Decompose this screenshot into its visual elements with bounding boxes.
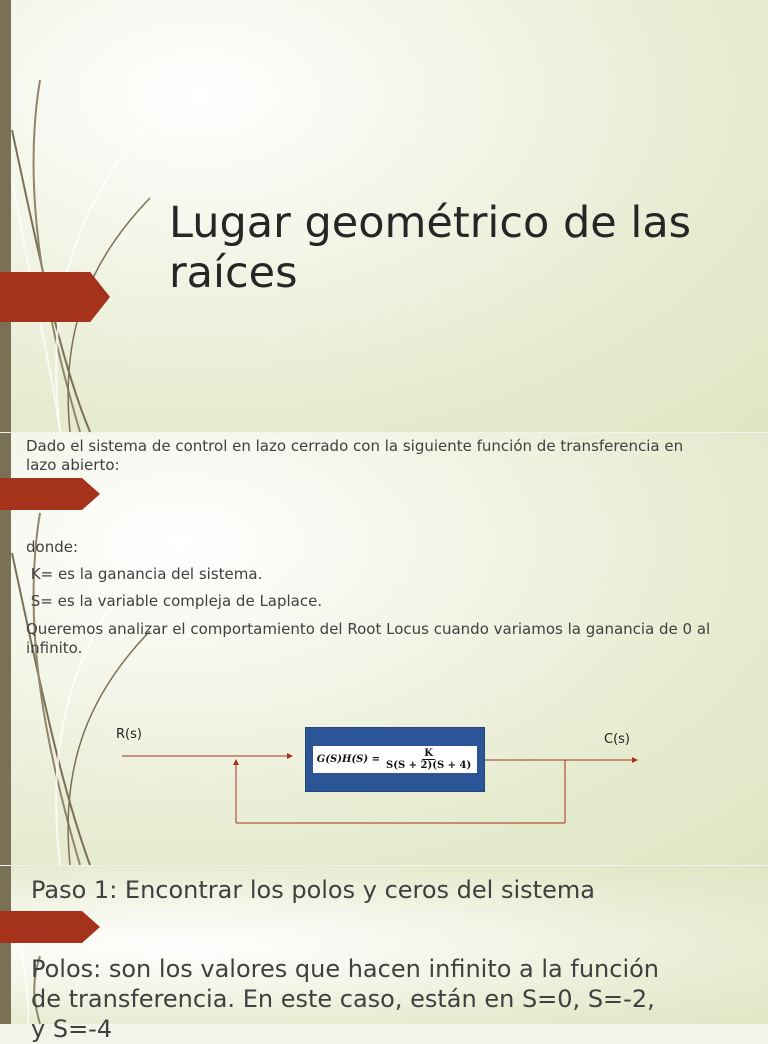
analysis-text: Queremos analizar el comportamiento del Root Locus cuando variamos la ganancia de 0 al infinito. xyxy=(26,620,711,657)
output-signal-label: C(s) xyxy=(604,732,630,747)
tf-lhs: G(S)H(S) = xyxy=(316,754,380,765)
intro-text: Dado el sistema de control en lazo cerrado con la siguiente función de transferencia en lazo abierto: xyxy=(26,437,684,474)
tf-fraction xyxy=(384,748,473,771)
title-line-1: Lugar geométrico de las xyxy=(169,198,692,248)
tf-denominator: S(S + 2)(S + 4) xyxy=(386,760,472,771)
polos-line-2: de transferencia. En este caso, están en S=0, S=-2, xyxy=(31,985,655,1013)
slide-step1 xyxy=(0,866,768,1043)
transfer-function-formula xyxy=(313,746,477,773)
polos-line-3: y S=-4 xyxy=(31,1015,113,1043)
block-diagram xyxy=(0,433,768,865)
sidebar-stripe xyxy=(0,0,11,432)
title-line-2: raíces xyxy=(169,248,298,298)
accent-arrow xyxy=(0,911,100,943)
accent-arrow xyxy=(0,272,110,322)
step-heading: Paso 1: Encontrar los polos y ceros del sistema xyxy=(31,876,595,904)
tf-numerator: K xyxy=(424,748,433,759)
transfer-function-block xyxy=(305,727,485,792)
slide-title-text xyxy=(169,198,749,298)
slide-system xyxy=(0,433,768,865)
donde-label: donde: xyxy=(26,538,79,556)
slide-title xyxy=(0,0,768,432)
input-signal-label: R(s) xyxy=(116,727,142,742)
polos-line-1: Polos: son los valores que hacen infinito a la función xyxy=(31,955,660,983)
sidebar-stripe xyxy=(0,866,11,1024)
k-definition: K= es la ganancia del sistema. xyxy=(26,565,263,583)
s-definition: S= es la variable compleja de Laplace. xyxy=(26,592,323,610)
